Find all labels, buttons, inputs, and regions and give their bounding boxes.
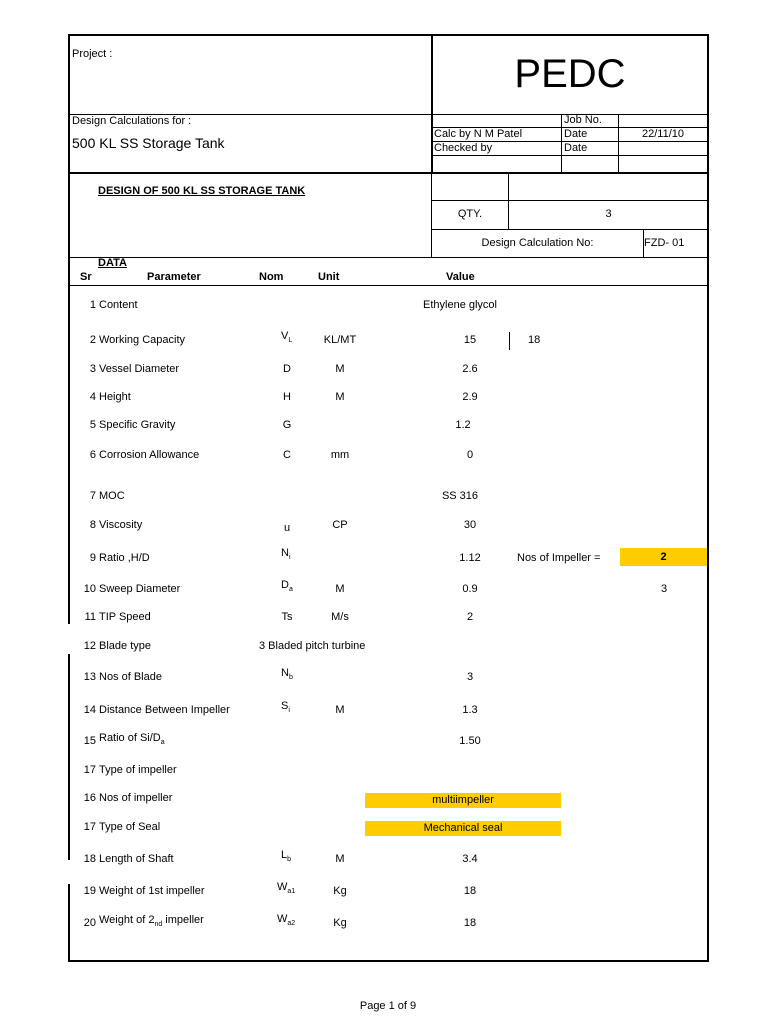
row-value: 0 [466, 449, 474, 461]
row-unit: M [335, 391, 345, 403]
divider [68, 285, 709, 286]
row-value: 1.3 [462, 704, 478, 716]
row-nom: $N_i$ [281, 547, 291, 561]
row-nom: C [283, 449, 291, 461]
row-unit: M [335, 853, 345, 865]
company-name: PEDC [514, 52, 626, 96]
row-value-highlighted: Mechanical seal [365, 821, 561, 836]
row-sr: 2 [89, 334, 96, 346]
row-sr: 20 [83, 917, 96, 929]
date-label: Date [564, 142, 588, 154]
divider [68, 860, 70, 884]
calc-no-value: FZD- 01 [644, 237, 685, 249]
row-value: 0.9 [462, 583, 478, 595]
divider [618, 114, 619, 173]
frame-top [68, 34, 709, 36]
row-value: 3 Bladed pitch turbine [259, 640, 366, 652]
row-parameter: Type of impeller [99, 764, 177, 776]
row-parameter: Height [99, 391, 131, 403]
column-header-sr: Sr [80, 271, 92, 283]
divider [68, 624, 70, 654]
row-value: SS 316 [441, 490, 479, 502]
design-calc-for-value: 500 KL SS Storage Tank [72, 135, 225, 151]
row-unit: Kg [333, 917, 347, 929]
row-parameter: Content [99, 299, 138, 311]
row-parameter: Length of Shaft [99, 853, 174, 865]
section-label: DATA [98, 257, 127, 269]
row-sr: 17 [83, 764, 96, 776]
row-parameter: Working Capacity [99, 334, 185, 346]
row-value: Ethylene glycol [423, 299, 497, 311]
row-sr: 6 [89, 449, 96, 461]
row-parameter: Blade type [99, 640, 151, 652]
row-nom: H [283, 391, 291, 403]
row-parameter: Weight of $2_{nd}$ impeller [99, 914, 204, 928]
row-parameter: Sweep Diameter [99, 583, 181, 595]
row-parameter: Viscosity [99, 519, 143, 531]
column-header-value: Value [446, 271, 475, 283]
job-no-label: Job No. [564, 114, 602, 126]
row-parameter: Distance Between Impeller [99, 704, 230, 716]
row-sr: 1 [89, 299, 96, 311]
row-sr: 14 [83, 704, 96, 716]
row-parameter: MOC [99, 490, 125, 502]
row-sr: 8 [89, 519, 96, 531]
row-sr: 5 [89, 419, 96, 431]
row-value: 2.9 [462, 391, 478, 403]
column-header-parameter: Parameter [147, 271, 201, 283]
row-parameter: Specific Gravity [99, 419, 176, 431]
row-parameter: Nos of impeller [99, 792, 173, 804]
row-unit: CP [332, 519, 348, 531]
row-parameter: Weight of 1st impeller [99, 885, 205, 897]
row-value: 2 [466, 611, 474, 623]
row-nom: $N_b$ [281, 667, 293, 681]
row-nom: D [283, 363, 291, 375]
row-value: 1.2 [455, 419, 471, 431]
row-unit: M [335, 704, 345, 716]
row-value: 18 [463, 917, 477, 929]
date-value: 22/11/10 [641, 128, 684, 140]
row-parameter: Vessel Diameter [99, 363, 180, 375]
row-sr: 18 [83, 853, 96, 865]
divider [508, 173, 509, 229]
row-nom: G [282, 419, 292, 431]
nos-of-impeller-label: Nos of Impeller = [517, 552, 601, 564]
row-nom: $D_a$ [281, 579, 293, 593]
row-parameter: Nos of Blade [99, 671, 162, 683]
row-value: 18 [463, 885, 477, 897]
row-parameter: Ratio of $Si/D_a$ [99, 732, 165, 746]
row-sr: 7 [89, 490, 96, 502]
row-sr: 15 [83, 735, 96, 747]
row-nom: $W_{a2}$ [277, 913, 296, 927]
divider [431, 200, 709, 201]
row-sr: 13 [83, 671, 96, 683]
column-header-unit: Unit [318, 271, 340, 283]
design-calc-for-label: Design Calculations for : [72, 115, 192, 127]
divider [431, 229, 709, 230]
row-parameter: Type of Seal [99, 821, 161, 833]
row-value-highlighted: multiimpeller [365, 793, 561, 808]
frame-bottom [68, 960, 709, 962]
row-unit: Kg [333, 885, 347, 897]
row-parameter: Corrosion Allowance [99, 449, 200, 461]
checked-by: Checked by [434, 142, 493, 154]
divider [68, 172, 709, 174]
divider [431, 155, 709, 156]
row-unit: M/s [331, 611, 349, 623]
design-title: DESIGN OF 500 KL SS STORAGE TANK [98, 185, 306, 197]
project-label: Project : [72, 48, 113, 60]
row-unit: M [335, 583, 345, 595]
row-value: 30 [463, 519, 477, 531]
row-value: 1.50 [459, 735, 481, 747]
page-number: Page 1 of 9 [359, 1000, 417, 1012]
qty-label: QTY. [457, 208, 483, 220]
row-nom: $S_i$ [281, 700, 290, 714]
row-sr: 16 [83, 792, 96, 804]
divider [561, 114, 562, 173]
row-value: 3.4 [462, 853, 478, 865]
calc-by: Calc by N M Patel [434, 128, 523, 140]
row-sr: 12 [83, 640, 96, 652]
date-label: Date [564, 128, 588, 140]
row-parameter: Ratio ,H/D [99, 552, 150, 564]
row-sr: 10 [83, 583, 96, 595]
row-sr: 11 [84, 611, 96, 623]
row-value: 3 [466, 671, 474, 683]
row-extra: 18 [528, 334, 541, 346]
row-sr: 17 [83, 821, 96, 833]
qty-value: 3 [605, 208, 612, 220]
row-parameter: TIP Speed [99, 611, 151, 623]
row-value: 15 [463, 334, 477, 346]
row-unit: KL/MT [323, 334, 357, 346]
divider [509, 332, 510, 350]
row-extra: 3 [660, 583, 668, 595]
column-header-nom: Nom [259, 271, 284, 283]
row-sr: 19 [83, 885, 96, 897]
row-sr: 3 [89, 363, 96, 375]
row-sr: 4 [89, 391, 96, 403]
row-nom: Ts [281, 611, 293, 623]
row-nom: $L_b$ [281, 849, 292, 863]
row-nom: u [283, 522, 291, 534]
row-sr: 9 [89, 552, 96, 564]
nos-of-impeller-value: 2 [620, 548, 707, 566]
row-nom: $V_L$ [281, 330, 293, 344]
row-unit: M [335, 363, 345, 375]
divider [68, 257, 709, 258]
calc-no-label: Design Calculation No: [481, 237, 594, 249]
row-value: 1.12 [459, 552, 481, 564]
row-value: 2.6 [462, 363, 478, 375]
row-nom: $W_{a1}$ [277, 881, 296, 895]
row-unit: mm [330, 449, 350, 461]
